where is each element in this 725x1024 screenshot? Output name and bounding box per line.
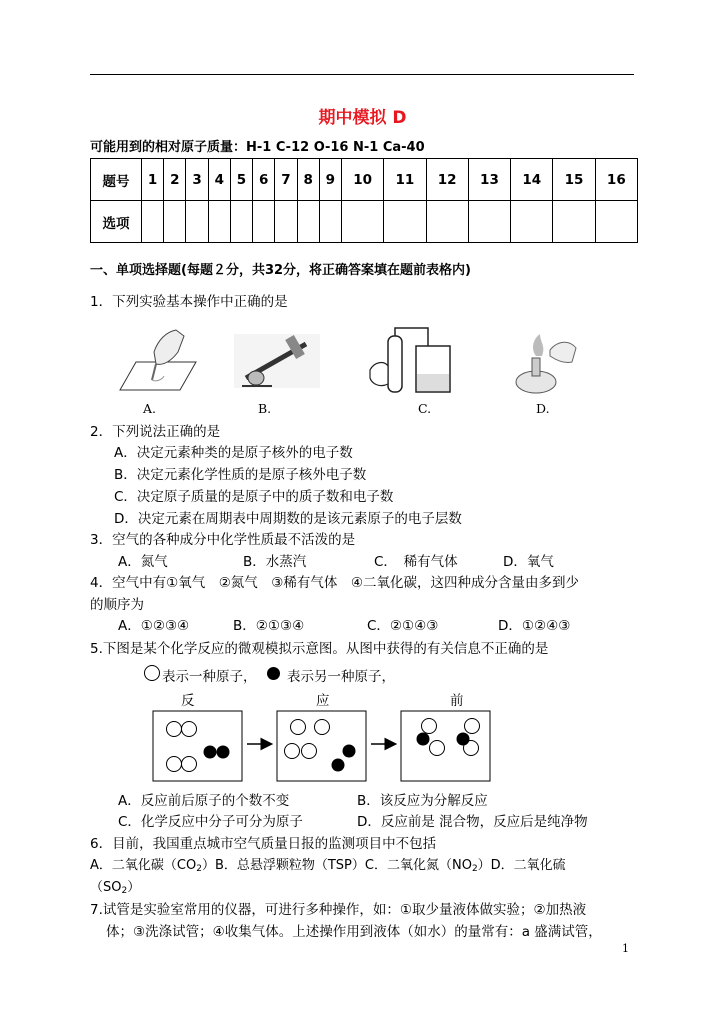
q1-stem: 1．下列实验基本操作中正确的是 <box>90 294 288 310</box>
q6-options-line1 <box>90 854 566 874</box>
atomic-masses: 可能用到的相对原子质量：H-1 C-12 O-16 N-1 Ca-40 <box>90 140 425 155</box>
row-label-number: 题号 <box>91 159 142 201</box>
q2-option-d: D．决定元素在周期表中周期数的是该元素原子的电子层数 <box>114 511 462 527</box>
q3-option-c: C． 稀有气体 <box>374 554 458 570</box>
answer-cell[interactable] <box>142 201 164 243</box>
q6-options-line2 <box>90 876 140 896</box>
table-cell: 11 <box>384 159 426 201</box>
answer-cell[interactable] <box>230 201 252 243</box>
subscript: 2 <box>196 864 202 874</box>
q5-legend-white: 表示一种原子， <box>162 669 257 685</box>
table-row <box>91 201 638 243</box>
q6-option-d: ）D．二氧化硫 <box>477 858 566 873</box>
subscript: 2 <box>121 886 128 896</box>
q6-stem: 6．目前，我国重点城市空气质量日报的监测项目中不包括 <box>90 836 437 852</box>
answer-cell[interactable] <box>511 201 553 243</box>
page-number: 1 <box>622 942 629 955</box>
answer-cell[interactable] <box>426 201 468 243</box>
answer-table <box>90 158 638 243</box>
table-cell: 7 <box>275 159 297 201</box>
answer-cell[interactable] <box>164 201 186 243</box>
black-atom-icon <box>266 666 281 681</box>
q4-stem-line2: 的顺序为 <box>90 597 144 613</box>
table-cell: 3 <box>186 159 208 201</box>
q1-label-a: A. <box>143 401 157 416</box>
answer-cell[interactable] <box>208 201 230 243</box>
table-cell: 10 <box>341 159 383 201</box>
q5-option-c: C．化学反应中分子可分为原子 <box>118 814 303 830</box>
q5-option-a: A．反应前后原子的个数不变 <box>118 793 290 809</box>
q3-stem: 3．空气的各种成分中化学性质最不活泼的是 <box>90 532 356 548</box>
q5-label-2: 应 <box>316 693 330 709</box>
q1-picture-c <box>366 326 466 396</box>
q2-option-b: B．决定元素化学性质的是原子核外电子数 <box>114 467 367 483</box>
q1-picture-d <box>510 330 580 396</box>
table-cell: 13 <box>468 159 510 201</box>
q5-option-d: D．反应前是 混合物，反应后是纯净物 <box>357 814 588 830</box>
white-atom-icon <box>143 664 161 682</box>
q6-option-a: A．二氧化碳（CO <box>90 858 197 873</box>
q2-option-a: A．决定元素种类的是原子核外的电子数 <box>114 445 353 461</box>
row-label-answer: 选项 <box>91 201 142 243</box>
table-cell: 4 <box>208 159 230 201</box>
q6-option-d-formula: （SO <box>90 880 122 895</box>
q1-label-c: C. <box>418 401 432 416</box>
q5-reaction-diagram <box>152 708 497 784</box>
q3-option-a: A．氮气 <box>118 554 168 570</box>
table-cell: 12 <box>426 159 468 201</box>
table-cell: 16 <box>595 159 637 201</box>
table-row <box>91 159 638 201</box>
answer-cell[interactable] <box>319 201 341 243</box>
q4-option-b: B．②①③④ <box>233 618 305 634</box>
section-heading: 一、单项选择题(每题２分，共32分，将正确答案填在题前表格内) <box>90 263 471 278</box>
q5-option-b: B．该反应为分解反应 <box>357 793 488 809</box>
page-title: 期中模拟 D <box>318 108 407 128</box>
q1-label-d: D. <box>536 401 550 416</box>
subscript: 2 <box>471 864 478 874</box>
q5-stem: 5.下图是某个化学反应的微观模拟示意图。从图中获得的有关信息不正确的是 <box>90 641 549 657</box>
q2-stem: 2．下列说法正确的是 <box>90 424 221 440</box>
table-cell: 14 <box>511 159 553 201</box>
answer-cell[interactable] <box>275 201 297 243</box>
q1-label-b: B. <box>258 401 272 416</box>
table-cell: 8 <box>297 159 319 201</box>
table-cell: 15 <box>553 159 595 201</box>
header-rule <box>90 74 634 75</box>
q5-legend-black: 表示另一种原子， <box>287 669 395 685</box>
q3-option-d: D．氧气 <box>503 554 554 570</box>
table-cell: 2 <box>164 159 186 201</box>
answer-cell[interactable] <box>553 201 595 243</box>
table-cell: 9 <box>319 159 341 201</box>
q5-label-1: 反 <box>181 693 195 709</box>
answer-cell[interactable] <box>595 201 637 243</box>
table-cell: 1 <box>142 159 164 201</box>
q7-line2: 体；③洗涤试管；④收集气体。上述操作用到液体（如水）的量常有：a 盛满试管， <box>106 924 602 940</box>
q2-option-c: C．决定原子质量的是原子中的质子数和电子数 <box>114 489 394 505</box>
answer-cell[interactable] <box>468 201 510 243</box>
answer-cell[interactable] <box>186 201 208 243</box>
q3-option-b: B．水蒸汽 <box>243 554 307 570</box>
table-cell: 5 <box>230 159 252 201</box>
q6-option-d-close: ） <box>127 880 141 895</box>
answer-cell[interactable] <box>341 201 383 243</box>
answer-cell[interactable] <box>297 201 319 243</box>
q5-label-3: 前 <box>450 693 464 709</box>
answer-cell[interactable] <box>253 201 275 243</box>
q4-option-d: D．①②④③ <box>498 618 571 634</box>
table-cell: 6 <box>253 159 275 201</box>
q1-picture-b <box>232 330 322 390</box>
q6-option-b-c: ）B．总悬浮颗粒物（TSP）C．二氧化氮（NO <box>201 858 472 873</box>
answer-cell[interactable] <box>384 201 426 243</box>
q4-option-a: A．①②③④ <box>118 618 190 634</box>
q1-picture-a <box>118 322 198 392</box>
q4-option-c: C．②①④③ <box>367 618 439 634</box>
q7-line1: 7.试管是实验室常用的仪器，可进行多种操作，如：①取少量液体做实验；②加热液 <box>90 902 587 918</box>
q4-stem-line1: 4．空气中有①氧气 ②氮气 ③稀有气体 ④二氧化碳，这四种成分含量由多到少 <box>90 575 579 591</box>
